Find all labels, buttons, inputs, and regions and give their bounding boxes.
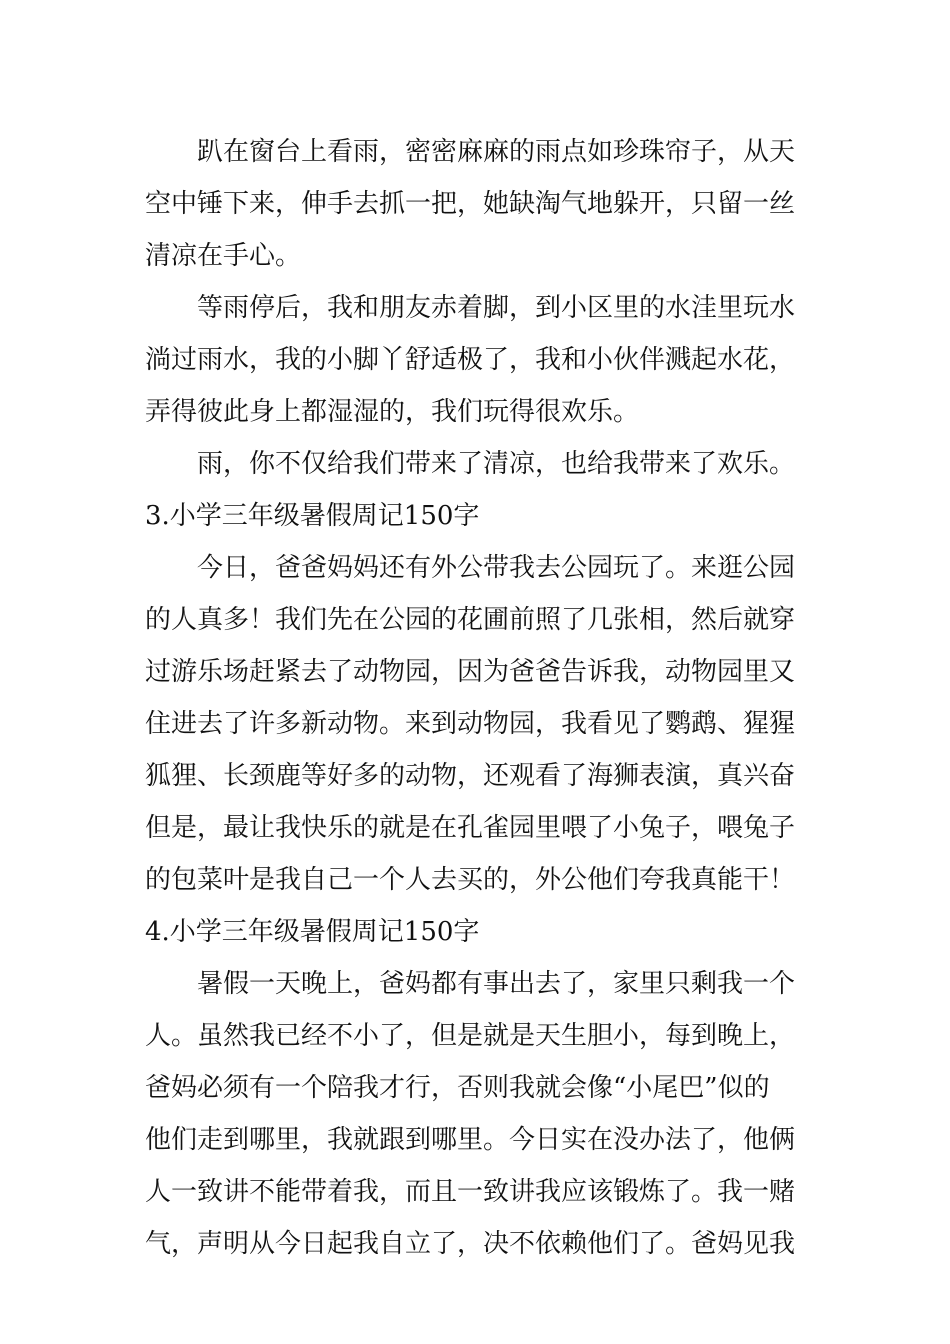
paragraph-line: 狐狸、长颈鹿等好多的动物，还观看了海狮表演，真兴奋 xyxy=(145,761,796,791)
paragraph-line: 人。虽然我已经不小了，但是就是天生胆小，每到晚上， xyxy=(145,1021,796,1051)
paragraph-line: 的人真多！我们先在公园的花圃前照了几张相，然后就穿 xyxy=(145,605,796,635)
paragraph-line: 的包菜叶是我自己一个人去买的，外公他们夸我真能干！ xyxy=(145,865,796,895)
paragraph-line: 趴在窗台上看雨，密密麻麻的雨点如珍珠帘子，从天 xyxy=(197,137,796,167)
paragraph-line: 但是，最让我快乐的就是在孔雀园里喂了小兔子，喂兔子 xyxy=(145,813,796,843)
paragraph-line: 他们走到哪里，我就跟到哪里。今日实在没办法了，他俩 xyxy=(145,1125,796,1155)
paragraph-line: 弄得彼此身上都湿湿的，我们玩得很欢乐。 xyxy=(145,397,640,427)
paragraph-line: 雨，你不仅给我们带来了清凉，也给我带来了欢乐。 xyxy=(197,449,796,479)
paragraph-line: 人一致讲不能带着我，而且一致讲我应该锻炼了。我一赌 xyxy=(145,1177,796,1207)
paragraph-line: 过游乐场赶紧去了动物园，因为爸爸告诉我，动物园里又 xyxy=(145,657,796,687)
section-heading: 4.小学三年级暑假周记150字 xyxy=(145,917,480,947)
paragraph-line: 空中锤下来，伸手去抓一把，她缺淘气地躲开，只留一丝 xyxy=(145,189,796,219)
paragraph-line: 住进去了许多新动物。来到动物园，我看见了鹦鹉、猩猩 xyxy=(145,709,796,739)
paragraph-line: 暑假一天晚上，爸妈都有事出去了，家里只剩我一个 xyxy=(197,969,796,999)
paragraph-line: 气，声明从今日起我自立了，决不依赖他们了。爸妈见我 xyxy=(145,1229,796,1259)
paragraph-line: 爸妈必须有一个陪我才行，否则我就会像“小尾巴”似的 xyxy=(145,1073,770,1103)
paragraph-line: 等雨停后，我和朋友赤着脚，到小区里的水洼里玩水 xyxy=(197,293,796,323)
paragraph-line: 今日，爸爸妈妈还有外公带我去公园玩了。来逛公园 xyxy=(197,553,796,583)
document-body xyxy=(145,126,815,1270)
section-heading: 3.小学三年级暑假周记150字 xyxy=(145,501,480,531)
paragraph-line: 淌过雨水，我的小脚丫舒适极了，我和小伙伴溅起水花， xyxy=(145,345,796,375)
paragraph-line: 清凉在手心。 xyxy=(145,241,302,271)
